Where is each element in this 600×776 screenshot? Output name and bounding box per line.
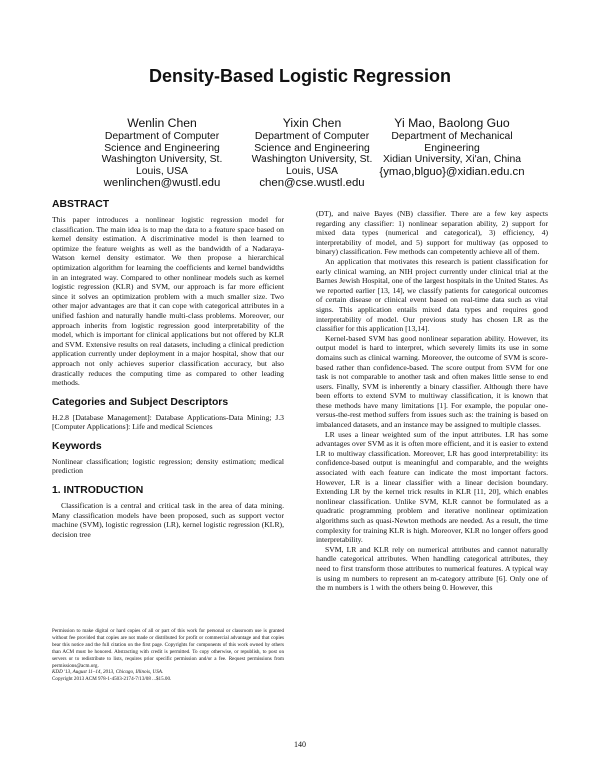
author-1 — [82, 116, 242, 190]
author-affiliation-line: Engineering — [424, 142, 480, 154]
permission-footnote — [52, 628, 284, 683]
introduction-heading: 1. INTRODUCTION — [52, 485, 144, 497]
author-affiliation-line: Xidian University, Xi'an, China — [382, 154, 522, 166]
author-affiliation-line: Science and Engineering — [254, 142, 370, 154]
author-3 — [372, 116, 532, 179]
abstract-heading: ABSTRACT — [52, 199, 110, 210]
copyright-line: Copyright 2013 ACM 978-1-4503-2174-7/13/08 ...$15.00. — [52, 676, 172, 683]
abstract-text: This paper introduces a nonlinear logistic regression model for classification. The main idea is to map the data to a feature space based on kernel density estimation. A discriminative model is then learned to optimize the feature weights as well as the bandwidth of a Nadaraya-Watson kernel density estimator. We then propose a hierarchical optimization algorithm for learning the coefficients and kernel bandwidths in an integrated way. Compared to other nonlinear models such as kernel logistic regression (KLR) and SVM, our approach is far more efficient since it solves an optimization problem with a much smaller size. Two other major advantages are that it can cope with categorical attributes in a unified fashion and naturally handle multi-class problems. Moreover, our approach inherits from logistic regression good interpretability of the model, which is important for clinical applications but not offered by KLR and SVM. Extensive results on real datasets, including a clinical prediction application currently under deployment in a major hospital, show that our approach not only achieves superior classification accuracy, but also drastically reduces the computing time as compared to other leading methods. — [52, 215, 284, 388]
body-paragraph: (DT), and naive Bayes (NB) classifier. There are a few key aspects regarding any classifier: 1) nonlinear separation ability, 2) support for mixed data types (numerical and categorical), 3) efficiency, 4) interpretability of model, and 5) support for multiway (as opposed to binary) classification. Few methods can competently achieve all of them. — [316, 209, 548, 257]
introduction-paragraph: Classification is a central and critical task in the area of data mining. Many classification models have been proposed, such as support vector machine (SVM), logistic regression (LR), kernel logistic regression (KLR), decision tree — [52, 501, 284, 539]
body-paragraph: Kernel-based SVM has good nonlinear separation ability. However, its output model is hard to interpret, which severely limits its use in some domains such as clinical warning. Moreover, the outcome of SVM is score-based rather than confidence-based. The score output from SVM for one task is not comparable to another task and often makes little sense to end users. Finally, SVM is inherently a binary classifier. Although there have been efforts to extend SVM to multiway classification, it is known that these methods have many limitations [1]. For example, the popular one-versus-the-rest method suffers from issues such as: the training is based on imbalanced datasets, and an instance may be assigned to multiple classes. — [316, 333, 548, 430]
right-column — [316, 209, 548, 593]
author-email[interactable]: wenlinchen@wustl.edu — [103, 177, 221, 190]
author-affiliation-line: Washington University, St. — [251, 154, 373, 166]
categories-heading: Categories and Subject Descriptors — [52, 396, 229, 408]
left-column — [52, 199, 284, 539]
author-email[interactable]: {ymao,blguo}@xidian.edu.cn — [379, 165, 525, 178]
author-affiliation-line: Department of Mechanical — [391, 131, 513, 142]
author-affiliation-line: Department of Computer — [254, 131, 370, 142]
keywords-heading: Keywords — [52, 440, 102, 452]
keywords-text: Nonlinear classification; logistic regression; density estimation; medical prediction — [52, 456, 284, 476]
author-affiliation-line: Science and Engineering — [104, 142, 220, 154]
body-paragraph: LR uses a linear weighted sum of the input attributes. LR has some advantages over SVM as it is often more efficient, and it is easier to extend LR to multiway classification. Moreover, LR has good interpretability: its confidence-based output is meaningful and comparable, and the weights associated with each feature can indicate the most important factors. However, LR is a linear classifier with a linear decision boundary. Extending LR by the kernel trick results in KLR [11, 20], which enables nonlinear classification. Unlike SVM, KLR cannot be formulated as a quadratic programming problem and iterative nonlinear optimization algorithms such as quasi-Newton methods are needed. As a result, the time complexity for training KLR is high. Moreover, KLR no longer offers good interpretability. — [316, 429, 548, 545]
author-affiliation-line: Washington University, St. — [101, 154, 223, 166]
author-name: Yixin Chen — [282, 116, 342, 130]
body-paragraph: An application that motivates this research is patient classification for early clinical warning, an NIH project currently under clinical trial at the Barnes Jewish Hospital, one of the largest hospitals in the United States. As we reported earlier [13, 14], we classify patients for categorical outcomes of certain disease or clinical event based on real-time data such as vital signs. This application entails mixed data types and requires good interpretability of model. Our previous study has chosen LR as the classifier for this application [13,14]. — [316, 256, 548, 334]
page-number: 140 — [294, 740, 306, 749]
author-email[interactable]: chen@cse.wustl.edu — [259, 177, 365, 190]
author-affiliation-line: Louis, USA — [286, 165, 338, 177]
paper-title: Density-Based Logistic Regression — [148, 66, 452, 86]
author-2 — [238, 116, 386, 190]
body-paragraph: SVM, LR and KLR rely on numerical attributes and cannot naturally handle categorical attributes. When handling categorical attributes, they need to first transform those attributes to numerical features. A typical way is using m numbers to represent an m-category attribute [6]. Only one of the m numbers is 1 with the others being 0. However, this — [316, 544, 548, 593]
author-name: Wenlin Chen — [127, 116, 197, 130]
author-affiliation-line: Louis, USA — [136, 165, 188, 177]
categories-text: H.2.8 [Database Management]: Database Applications-Data Mining; J.3 [Computer Applications]: Life and medical Sciences — [52, 412, 284, 432]
author-name: Yi Mao, Baolong Guo — [394, 116, 510, 130]
footnote-text: Permission to make digital or hard copies of all or part of this work for personal or classroom use is granted without fee provided that copies are not made or distributed for profit or commercial advantage and that copies bear this notice and the full citation on the first page. Copyrights for components of this work owned by others than ACM must be honored. Abstracting with credit is permitted. To copy otherwise, or republish, to post on servers or to redistribute to lists, requires prior specific permission and/or a fee. Request permissions from permissions@acm.org. — [52, 628, 284, 669]
conference-line: KDD '13, August 11–14, 2013, Chicago, Illinois, USA. — [52, 669, 164, 676]
author-affiliation-line: Department of Computer — [104, 131, 220, 142]
